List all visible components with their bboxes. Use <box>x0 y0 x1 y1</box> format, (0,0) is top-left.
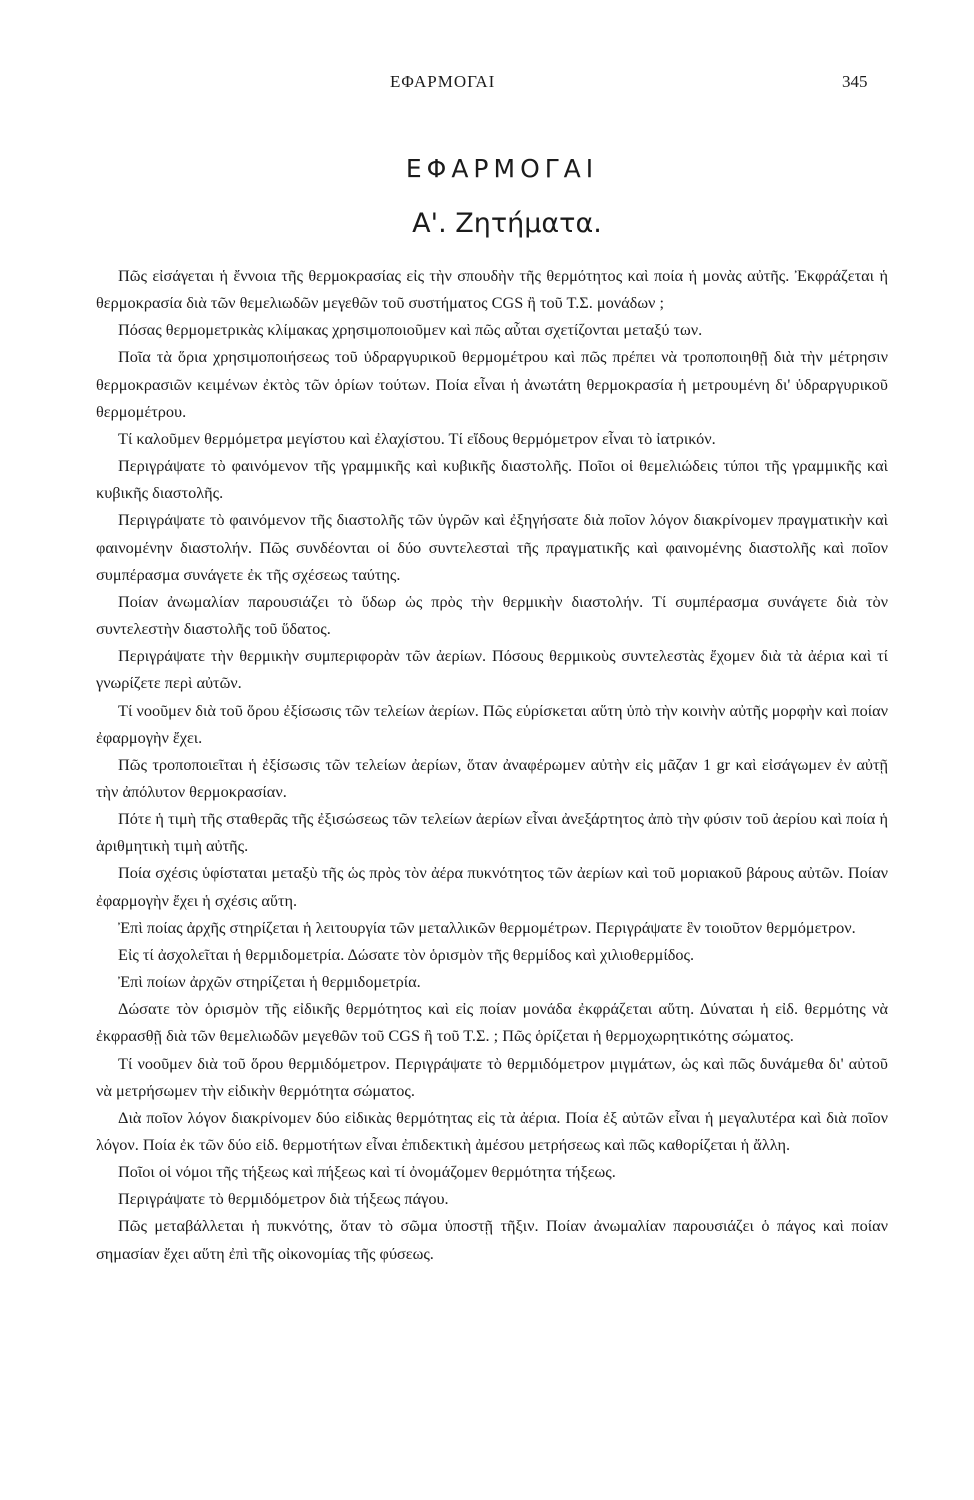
subsection-title: Α'. Ζητήματα. <box>412 208 602 239</box>
question-paragraph: Περιγράψατε τὸ θερμιδόμετρον διὰ τήξεως πάγου. <box>118 1189 449 1209</box>
question-paragraph: Εἰς τί ἀσχολεῖται ἡ θερμιδομετρία. Δώσατε τὸν ὁρισμὸν τῆς θερμίδος καὶ χιλιοθερμίδος. <box>118 944 695 964</box>
question-paragraph: Ποῖοι οἱ νόμοι τῆς τήξεως καὶ πήξεως καὶ τί ὀνομάζομεν θερμότητα τήξεως. <box>118 1162 616 1182</box>
question-paragraph: Πῶς μεταβάλλεται ἡ πυκνότης, ὅταν τὸ σῶμα ὑποστῇ τῆξιν. Ποίαν ἀνωμαλίαν παρουσιάζει ὁ πάγος καὶ ποίαν σημασίαν ἔχει αὕτη ἐπὶ τῆς οἰκονομίας τῆς φύσεως. <box>96 1216 888 1263</box>
question-paragraph: Ἐπὶ ποίων ἀρχῶν στηρίζεται ἡ θερμιδομετρία. <box>118 972 421 992</box>
question-paragraph: Δώσατε τὸν ὁρισμὸν τῆς εἰδικῆς θερμότητος καὶ εἰς ποίαν μονάδα ἐκφράζεται αὕτη. Δύναται ἡ εἰδ. θερμότης νὰ ἐκφρασθῇ διὰ τῶν θεμελιωδῶν μεγεθῶν τοῦ CGS ἢ τοῦ Τ.Σ. ; Πῶς ὁρίζεται ἡ θερμοχωρητικότης σώματος. <box>96 999 888 1046</box>
question-paragraph: Περιγράψατε τὸ φαινόμενον τῆς διαστολῆς τῶν ὑγρῶν καὶ ἐξηγήσατε διὰ ποῖον λόγον διακρίνομεν πραγματικὴν καὶ φαινομένην διαστολήν. Πῶς συνδέονται οἱ δύο συντελεσταὶ τῆς πραγματικῆς καὶ φαινομένης διαστολῆς καὶ ποῖον συμπέρασμα συνάγετε ἐκ τῆς σχέσεως ταύτης. <box>96 510 888 584</box>
question-paragraph: Τί νοοῦμεν διὰ τοῦ ὅρου ἐξίσωσις τῶν τελείων ἀερίων. Πῶς εὑρίσκεται αὕτη ὑπὸ τὴν κοινὴν αὐτῆς μορφὴν καὶ ποίαν ἐφαρμογὴν ἔχει. <box>96 700 888 747</box>
question-paragraph: Ἐπὶ ποίας ἀρχῆς στηρίζεται ἡ λειτουργία τῶν μεταλλικῶν θερμομέτρων. Περιγράψατε ἓν τοιοῦτον θερμόμετρον. <box>118 917 856 937</box>
question-paragraph: Τί καλοῦμεν θερμόμετρα μεγίστου καὶ ἐλαχίστου. Τί εἴδους θερμόμετρον εἶναι τὸ ἰατρικόν. <box>118 428 716 448</box>
question-paragraph: Ποῖα τὰ ὅρια χρησιμοποιήσεως τοῦ ὑδραργυρικοῦ θερμομέτρου καὶ πῶς πρέπει νὰ τροποποιηθῇ διὰ τὴν μέτρησιν θερμοκρασιῶν κειμένων ἐκτὸς τῶν ὁρίων τούτων. Ποία εἶναι ἡ ἀνωτάτη θερμοκρασία ἡ μετρουμένη δι' ὑδραργυρικοῦ θερμομέτρου. <box>96 347 888 421</box>
question-paragraph: Πῶς εἰσάγεται ἡ ἔννοια τῆς θερμοκρασίας εἰς τὴν σπουδὴν τῆς θερμότητος καὶ ποία ἡ μονὰς αὐτῆς. Ἐκφράζεται ἡ θερμοκρασία διὰ τῶν θεμελιωδῶν μεγεθῶν τοῦ συστήματος CGS ἢ τοῦ Τ.Σ. μονάδων ; <box>96 266 888 313</box>
question-paragraph: Πόσας θερμομετρικὰς κλίμακας χρησιμοποιοῦμεν καὶ πῶς αὗται σχετίζονται μεταξύ των. <box>118 320 703 340</box>
running-title: ΕΦΑΡΜΟΓΑΙ <box>390 72 496 91</box>
section-title: ΕΦΑΡΜΟΓΑΙ <box>405 154 599 183</box>
questions-list <box>96 262 888 1267</box>
question-paragraph: Ποία σχέσις ὑφίσταται μεταξὺ τῆς ὡς πρὸς τὸν ἀέρα πυκνότητος τῶν ἀερίων καὶ τοῦ μοριακοῦ βάρους αὐτῶν. Ποίαν ἐφαρμογὴν ἔχει ἡ σχέσις αὕτη. <box>96 863 888 910</box>
question-paragraph: Ποίαν ἀνωμαλίαν παρουσιάζει τὸ ὕδωρ ὡς πρὸς τὴν θερμικὴν διαστολήν. Τί συμπέρασμα συνάγετε διὰ τὸν συντελεστὴν διαστολῆς τοῦ ὕδατος. <box>96 591 888 639</box>
question-paragraph: Διὰ ποῖον λόγον διακρίνομεν δύο εἰδικὰς θερμότητας εἰς τὰ ἀέρια. Ποία ἐξ αὐτῶν εἶναι ἡ μεγαλυτέρα καὶ διὰ ποῖον λόγον. Ποία ἐκ τῶν δύο εἰδ. θερμοτήτων εἶναι ἐπιδεκτικὴ ἀμέσου μετρήσεως καὶ πῶς καθορίζεται ἡ ἄλλη. <box>96 1107 888 1154</box>
question-paragraph: Πότε ἡ τιμὴ τῆς σταθερᾶς τῆς ἐξισώσεως τῶν τελείων ἀερίων εἶναι ἀνεξάρτητος ἀπὸ τὴν φύσιν τοῦ ἀερίου καὶ ποία ἡ ἀριθμητικὴ τιμὴ αὐτῆς. <box>96 809 888 856</box>
question-paragraph: Τί νοοῦμεν διὰ τοῦ ὅρου θερμιδόμετρον. Περιγράψατε τὸ θερμιδόμετρον μιγμάτων, ὡς καὶ πῶς δυνάμεθα δι' αὐτοῦ νὰ μετρήσωμεν τὴν εἰδικὴν θερμότητα σώματος. <box>96 1053 888 1100</box>
page-number: 345 <box>842 72 868 91</box>
question-paragraph: Περιγράψατε τὸ φαινόμενον τῆς γραμμικῆς καὶ κυβικῆς διαστολῆς. Ποῖοι οἱ θεμελιώδεις τύποι τῆς γραμμικῆς καὶ κυβικῆς διαστολῆς. <box>96 456 888 503</box>
question-paragraph: Περιγράψατε τὴν θερμικὴν συμπεριφορὰν τῶν ἀερίων. Πόσους θερμικοὺς συντελεστὰς ἔχομεν διὰ τὰ ἀέρια καὶ τί γνωρίζετε περὶ αὐτῶν. <box>96 646 888 693</box>
question-paragraph: Πῶς τροποποιεῖται ἡ ἐξίσωσις τῶν τελείων ἀερίων, ὅταν ἀναφέρωμεν αὐτὴν εἰς μᾶζαν 1 gr καὶ εἰσάγωμεν ἐν αὐτῇ τὴν ἀπόλυτον θερμοκρασίαν. <box>96 754 888 801</box>
